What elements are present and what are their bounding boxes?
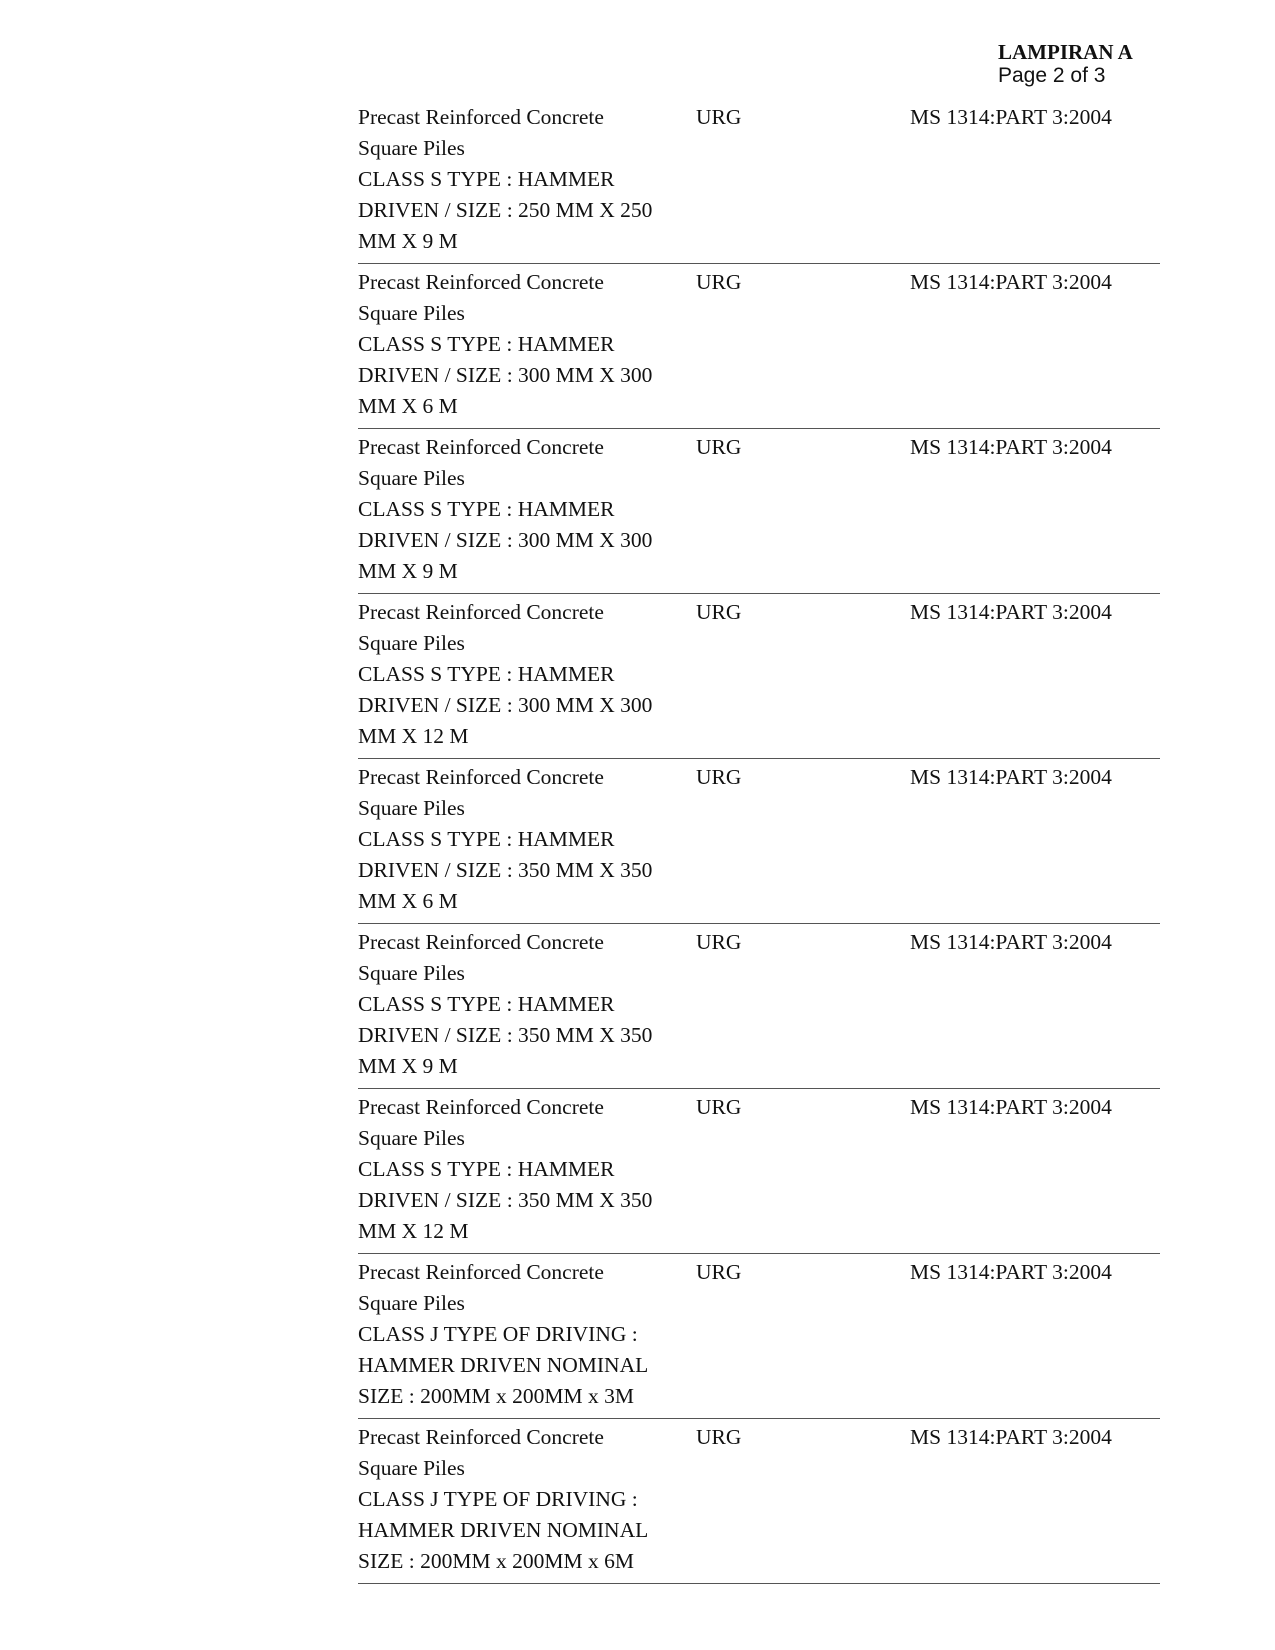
description-line: DRIVEN / SIZE : 300 MM X 300: [358, 363, 653, 387]
item-description: [358, 927, 678, 1082]
item-standard: MS 1314:PART 3:2004: [910, 270, 1112, 294]
description-line: DRIVEN / SIZE : 350 MM X 350: [358, 1188, 653, 1212]
description-line: Square Piles: [358, 796, 465, 820]
description-line: HAMMER DRIVEN NOMINAL: [358, 1518, 649, 1542]
description-line: DRIVEN / SIZE : 300 MM X 300: [358, 693, 653, 717]
item-unit: URG: [696, 270, 742, 294]
description-line: Precast Reinforced Concrete: [358, 1095, 604, 1119]
description-line: Square Piles: [358, 1126, 465, 1150]
table-row: [358, 99, 1160, 264]
item-description: [358, 597, 678, 752]
description-line: Square Piles: [358, 1456, 465, 1480]
item-standard: MS 1314:PART 3:2004: [910, 765, 1112, 789]
description-line: CLASS S TYPE : HAMMER: [358, 1157, 615, 1181]
description-line: Precast Reinforced Concrete: [358, 930, 604, 954]
description-line: Square Piles: [358, 466, 465, 490]
description-line: MM X 9 M: [358, 229, 458, 253]
description-line: Square Piles: [358, 1291, 465, 1315]
description-line: Precast Reinforced Concrete: [358, 600, 604, 624]
item-standard: MS 1314:PART 3:2004: [910, 435, 1112, 459]
description-line: MM X 12 M: [358, 1219, 469, 1243]
description-line: DRIVEN / SIZE : 350 MM X 350: [358, 858, 653, 882]
item-unit: URG: [696, 105, 742, 129]
item-standard: MS 1314:PART 3:2004: [910, 1425, 1112, 1449]
item-standard: MS 1314:PART 3:2004: [910, 105, 1112, 129]
table-row: [358, 594, 1160, 759]
item-unit: URG: [696, 765, 742, 789]
item-description: [358, 102, 678, 257]
description-line: Precast Reinforced Concrete: [358, 435, 604, 459]
item-unit: URG: [696, 1425, 742, 1449]
item-standard: MS 1314:PART 3:2004: [910, 600, 1112, 624]
description-line: SIZE : 200MM x 200MM x 3M: [358, 1384, 634, 1408]
description-line: CLASS J TYPE OF DRIVING :: [358, 1322, 638, 1346]
description-line: CLASS J TYPE OF DRIVING :: [358, 1487, 638, 1511]
table-row: [358, 924, 1160, 1089]
description-line: HAMMER DRIVEN NOMINAL: [358, 1353, 649, 1377]
item-standard: MS 1314:PART 3:2004: [910, 1095, 1112, 1119]
item-unit: URG: [696, 435, 742, 459]
description-line: MM X 6 M: [358, 394, 458, 418]
description-line: MM X 9 M: [358, 559, 458, 583]
item-description: [358, 432, 678, 587]
description-line: Square Piles: [358, 631, 465, 655]
description-line: Precast Reinforced Concrete: [358, 1260, 604, 1284]
table-row: [358, 759, 1160, 924]
description-line: Precast Reinforced Concrete: [358, 270, 604, 294]
item-standard: MS 1314:PART 3:2004: [910, 1260, 1112, 1284]
document-title: LAMPIRAN A: [998, 40, 1133, 64]
table-row: [358, 1089, 1160, 1254]
item-table: [358, 99, 1160, 1584]
description-line: DRIVEN / SIZE : 350 MM X 350: [358, 1023, 653, 1047]
item-description: [358, 762, 678, 917]
page-number: Page 2 of 3: [998, 64, 1106, 87]
description-line: CLASS S TYPE : HAMMER: [358, 497, 615, 521]
description-line: MM X 9 M: [358, 1054, 458, 1078]
table-row: [358, 264, 1160, 429]
description-line: Square Piles: [358, 961, 465, 985]
description-line: MM X 6 M: [358, 889, 458, 913]
item-unit: URG: [696, 930, 742, 954]
description-line: Precast Reinforced Concrete: [358, 765, 604, 789]
item-description: [358, 1422, 678, 1577]
table-row: [358, 1419, 1160, 1584]
description-line: DRIVEN / SIZE : 300 MM X 300: [358, 528, 653, 552]
table-row: [358, 429, 1160, 594]
description-line: SIZE : 200MM x 200MM x 6M: [358, 1549, 634, 1573]
description-line: CLASS S TYPE : HAMMER: [358, 992, 615, 1016]
item-standard: MS 1314:PART 3:2004: [910, 930, 1112, 954]
description-line: Square Piles: [358, 301, 465, 325]
item-description: [358, 267, 678, 422]
item-description: [358, 1092, 678, 1247]
table-row: [358, 1254, 1160, 1419]
description-line: CLASS S TYPE : HAMMER: [358, 332, 615, 356]
description-line: DRIVEN / SIZE : 250 MM X 250: [358, 198, 653, 222]
item-unit: URG: [696, 1260, 742, 1284]
item-description: [358, 1257, 678, 1412]
description-line: Square Piles: [358, 136, 465, 160]
page-header: [998, 40, 1198, 88]
description-line: Precast Reinforced Concrete: [358, 1425, 604, 1449]
item-unit: URG: [696, 600, 742, 624]
description-line: CLASS S TYPE : HAMMER: [358, 827, 615, 851]
description-line: MM X 12 M: [358, 724, 469, 748]
description-line: CLASS S TYPE : HAMMER: [358, 662, 615, 686]
item-unit: URG: [696, 1095, 742, 1119]
description-line: CLASS S TYPE : HAMMER: [358, 167, 615, 191]
description-line: Precast Reinforced Concrete: [358, 105, 604, 129]
